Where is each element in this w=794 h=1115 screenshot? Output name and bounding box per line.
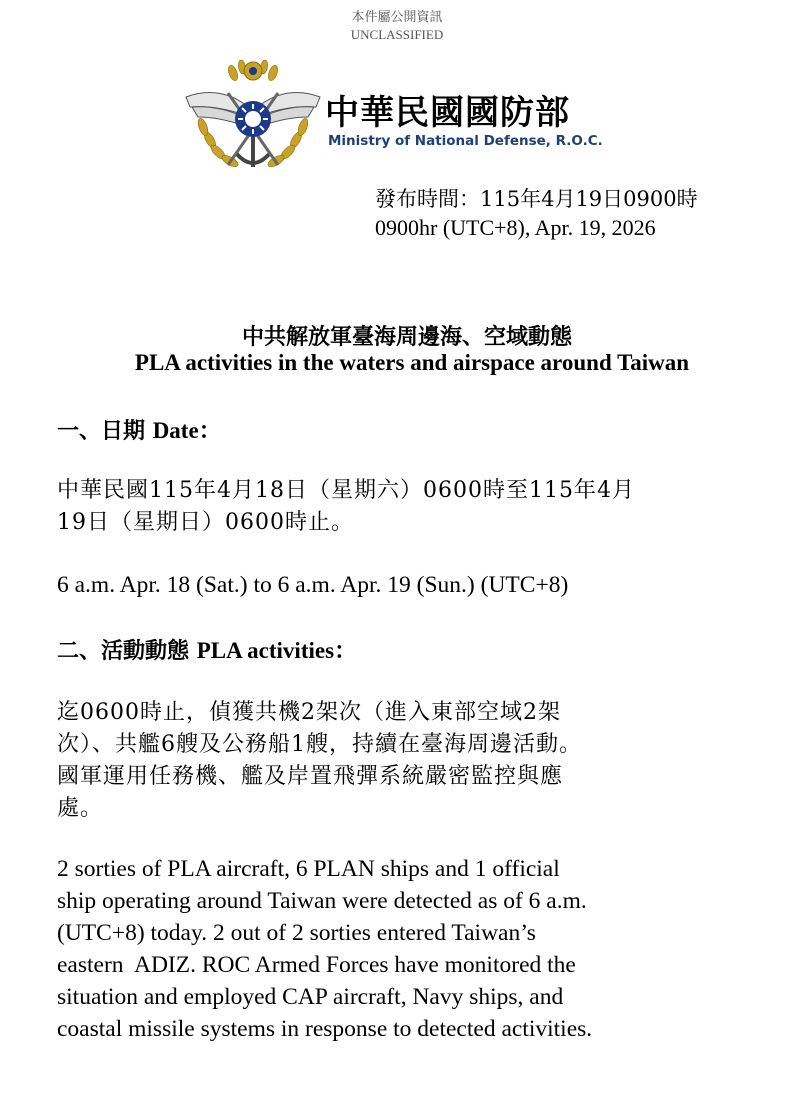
date-range-zh bbox=[57, 475, 747, 539]
activities-en-line: 2 sorties of PLA aircraft, 6 PLAN ships and 1 official bbox=[57, 856, 560, 882]
release-time-zh: 發布時間：115年4月19日0900時 bbox=[375, 187, 698, 211]
ministry-name-zh: 中華民國國防部 bbox=[325, 93, 570, 133]
section-date-heading-zh: 一、日期 bbox=[57, 418, 146, 444]
activities-en-line: (UTC+8) today. 2 out of 2 sorties entered Taiwan’s bbox=[57, 920, 536, 946]
activities-zh-line: 國軍運用任務機、艦及岸置飛彈系統嚴密監控與應 bbox=[57, 764, 564, 789]
document-title-zh: 中共解放軍臺海周邊海、空域動態 bbox=[241, 324, 572, 350]
document-title-en: PLA activities in the waters and airspace around Taiwan bbox=[134, 350, 690, 375]
classification-en: UNCLASSIFIED bbox=[350, 27, 444, 42]
section-date-heading bbox=[57, 412, 222, 445]
section-activities-heading-en: PLA activities： bbox=[196, 638, 358, 663]
release-time-en: 0900hr (UTC+8), Apr. 19, 2026 bbox=[375, 215, 656, 240]
mnd-emblem-logo bbox=[178, 55, 328, 180]
activities-en-line: ship operating around Taiwan were detected as of 6 a.m. bbox=[57, 888, 587, 914]
activities-body-zh bbox=[57, 697, 747, 825]
classification-banner bbox=[0, 8, 794, 44]
date-range-zh-line: 中華民國115年4月18日（星期六）0600時至115年4月 bbox=[57, 478, 635, 503]
activities-en-line: situation and employed CAP aircraft, Navy ships, and bbox=[57, 984, 564, 1010]
section-activities-heading bbox=[57, 632, 357, 665]
section-date-heading-en: Date： bbox=[152, 418, 222, 443]
activities-body-en bbox=[57, 853, 757, 1045]
section-activities-heading-zh: 二、活動動態 bbox=[57, 638, 190, 664]
date-range-zh-line: 19日（星期日）0600時止。 bbox=[57, 510, 354, 535]
date-range-en: 6 a.m. Apr. 18 (Sat.) to 6 a.m. Apr. 19 (Sun.) (UTC+8) bbox=[57, 572, 569, 598]
activities-zh-line: 迄0600時止，偵獲共機2架次（進入東部空域2架 bbox=[57, 700, 561, 725]
activities-zh-line: 次）、共艦6艘及公務船1艘，持續在臺海周邊活動。 bbox=[57, 732, 582, 757]
activities-zh-line: 處。 bbox=[57, 796, 104, 821]
activities-en-line: coastal missile systems in response to detected activities. bbox=[57, 1016, 593, 1042]
activities-en-line: eastern ADIZ. ROC Armed Forces have monitored the bbox=[57, 952, 576, 978]
classification-zh: 本件屬公開資訊 bbox=[351, 9, 443, 24]
ministry-name-en: Ministry of National Defense, R.O.C. bbox=[328, 133, 603, 149]
